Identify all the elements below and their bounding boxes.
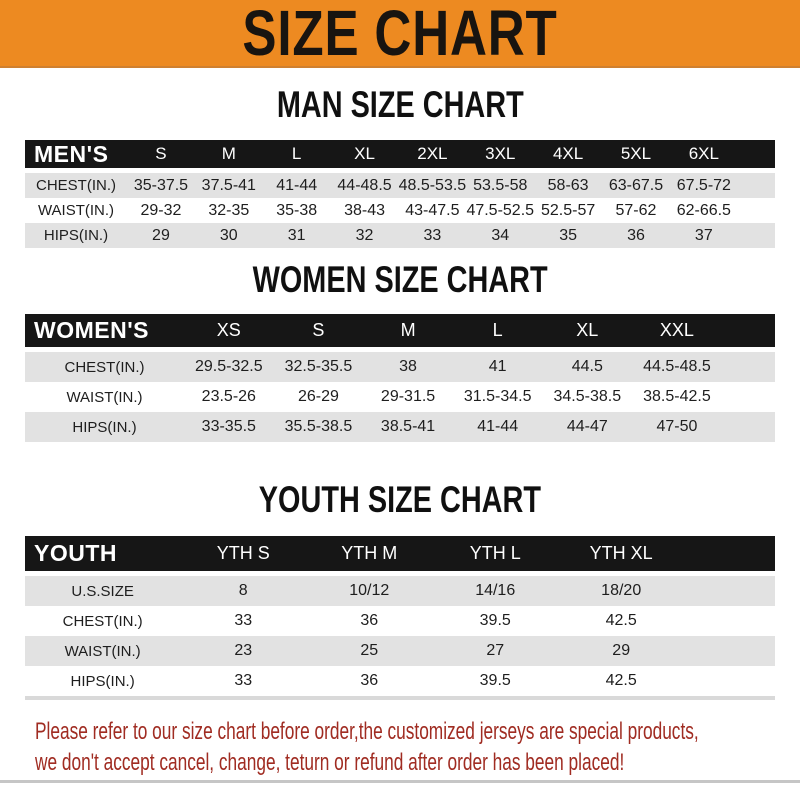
size-cell: 33 (180, 606, 306, 636)
size-cell-filler (738, 198, 775, 223)
size-cell: 41-44 (263, 173, 331, 198)
size-cell: 18/20 (558, 576, 684, 606)
size-cell: 26-29 (274, 382, 364, 412)
size-cell: 36 (306, 666, 432, 696)
bottom-divider (0, 780, 800, 783)
size-cell: 41 (453, 352, 543, 382)
size-cell: 29-31.5 (363, 382, 453, 412)
size-cell: 23 (180, 636, 306, 666)
size-cell: 27 (432, 636, 558, 666)
youth-size-table (25, 536, 775, 700)
size-cell: 29 (127, 223, 195, 248)
size-cell-filler (722, 412, 775, 442)
column-header: XXL (632, 314, 722, 352)
size-cell: 29 (558, 636, 684, 666)
column-header: 2XL (398, 140, 466, 173)
size-cell: 43-47.5 (398, 198, 466, 223)
size-cell: 35-37.5 (127, 173, 195, 198)
size-cell: 58-63 (534, 173, 602, 198)
size-cell: 47.5-52.5 (466, 198, 534, 223)
row-label: U.S.SIZE (25, 576, 180, 606)
table-corner-label: MEN'S (25, 140, 127, 173)
size-cell: 52.5-57 (534, 198, 602, 223)
size-cell: 44.5-48.5 (632, 352, 722, 382)
size-cell: 29-32 (127, 198, 195, 223)
size-cell: 25 (306, 636, 432, 666)
disclaimer (35, 716, 800, 778)
table-row (25, 223, 775, 248)
column-header-filler (684, 536, 775, 576)
column-header-filler (738, 140, 775, 173)
size-cell: 34 (466, 223, 534, 248)
size-cell-filler (722, 382, 775, 412)
column-header: XL (331, 140, 399, 173)
section-youth (0, 479, 800, 700)
size-cell: 36 (306, 606, 432, 636)
column-header: S (127, 140, 195, 173)
column-header: YTH S (180, 536, 306, 576)
size-cell: 36 (602, 223, 670, 248)
size-cell: 44.5 (543, 352, 633, 382)
row-label: HIPS(IN.) (25, 223, 127, 248)
size-cell: 31 (263, 223, 331, 248)
women-size-table (25, 314, 775, 442)
column-header: 5XL (602, 140, 670, 173)
size-cell: 57-62 (602, 198, 670, 223)
column-header-filler (722, 314, 775, 352)
column-header: YTH M (306, 536, 432, 576)
section-men (0, 84, 800, 248)
column-header: L (263, 140, 331, 173)
size-cell-filler (722, 352, 775, 382)
row-label: WAIST(IN.) (25, 382, 184, 412)
column-header: YTH XL (558, 536, 684, 576)
size-cell: 14/16 (432, 576, 558, 606)
size-cell: 23.5-26 (184, 382, 274, 412)
size-cell: 8 (180, 576, 306, 606)
men-size-table (25, 140, 775, 248)
size-cell: 38-43 (331, 198, 399, 223)
size-cell: 41-44 (453, 412, 543, 442)
size-cell: 62-66.5 (670, 198, 738, 223)
size-cell: 38.5-42.5 (632, 382, 722, 412)
table-corner-label: WOMEN'S (25, 314, 184, 352)
column-header: XS (184, 314, 274, 352)
size-cell: 67.5-72 (670, 173, 738, 198)
size-cell: 63-67.5 (602, 173, 670, 198)
column-header: YTH L (432, 536, 558, 576)
size-cell: 44-48.5 (331, 173, 399, 198)
disclaimer-line-1: Please refer to our size chart before order,the customized jerseys are special products, (35, 718, 699, 745)
size-cell: 29.5-32.5 (184, 352, 274, 382)
size-cell: 34.5-38.5 (543, 382, 633, 412)
size-cell: 35-38 (263, 198, 331, 223)
row-label: CHEST(IN.) (25, 606, 180, 636)
size-cell: 32 (331, 223, 399, 248)
size-cell: 42.5 (558, 666, 684, 696)
size-cell: 31.5-34.5 (453, 382, 543, 412)
youth-section-title: YOUTH SIZE CHART (258, 479, 542, 520)
size-cell: 53.5-58 (466, 173, 534, 198)
column-header: 3XL (466, 140, 534, 173)
size-cell: 48.5-53.5 (398, 173, 466, 198)
size-cell-filler (738, 173, 775, 198)
section-women (0, 259, 800, 442)
table-corner-label: YOUTH (25, 536, 180, 576)
row-label: CHEST(IN.) (25, 352, 184, 382)
size-cell: 30 (195, 223, 263, 248)
size-cell-filler (684, 666, 775, 696)
size-cell: 32-35 (195, 198, 263, 223)
size-cell-filler (684, 576, 775, 606)
table-row (25, 636, 775, 666)
size-cell: 38.5-41 (363, 412, 453, 442)
disclaimer-line-2: we don't accept cancel, change, teturn or refund after order has been placed! (35, 749, 625, 776)
size-cell: 38 (363, 352, 453, 382)
column-header: M (195, 140, 263, 173)
column-header: L (453, 314, 543, 352)
size-cell-filler (684, 636, 775, 666)
table-row (25, 173, 775, 198)
table-row (25, 198, 775, 223)
size-cell: 42.5 (558, 606, 684, 636)
size-cell: 33 (180, 666, 306, 696)
column-header: S (274, 314, 364, 352)
size-cell: 47-50 (632, 412, 722, 442)
size-cell: 37.5-41 (195, 173, 263, 198)
size-cell: 33-35.5 (184, 412, 274, 442)
banner-title: SIZE CHART (242, 0, 558, 69)
column-header: M (363, 314, 453, 352)
table-row (25, 606, 775, 636)
table-row (25, 382, 775, 412)
size-cell: 33 (398, 223, 466, 248)
table-row (25, 412, 775, 442)
size-cell: 44-47 (543, 412, 633, 442)
banner (0, 0, 800, 68)
row-label: HIPS(IN.) (25, 412, 184, 442)
women-section-title: WOMEN SIZE CHART (252, 259, 548, 300)
size-cell: 35 (534, 223, 602, 248)
size-cell: 10/12 (306, 576, 432, 606)
row-label: WAIST(IN.) (25, 198, 127, 223)
column-header: 6XL (670, 140, 738, 173)
column-header: XL (543, 314, 633, 352)
row-label: CHEST(IN.) (25, 173, 127, 198)
size-cell: 37 (670, 223, 738, 248)
size-cell-filler (738, 223, 775, 248)
men-section-title: MAN SIZE CHART (276, 84, 524, 125)
size-cell-filler (684, 606, 775, 636)
table-row (25, 666, 775, 696)
size-cell: 32.5-35.5 (274, 352, 364, 382)
row-label: HIPS(IN.) (25, 666, 180, 696)
table-row (25, 576, 775, 606)
row-label: WAIST(IN.) (25, 636, 180, 666)
table-row (25, 352, 775, 382)
size-cell: 39.5 (432, 666, 558, 696)
size-cell: 35.5-38.5 (274, 412, 364, 442)
column-header: 4XL (534, 140, 602, 173)
size-cell: 39.5 (432, 606, 558, 636)
